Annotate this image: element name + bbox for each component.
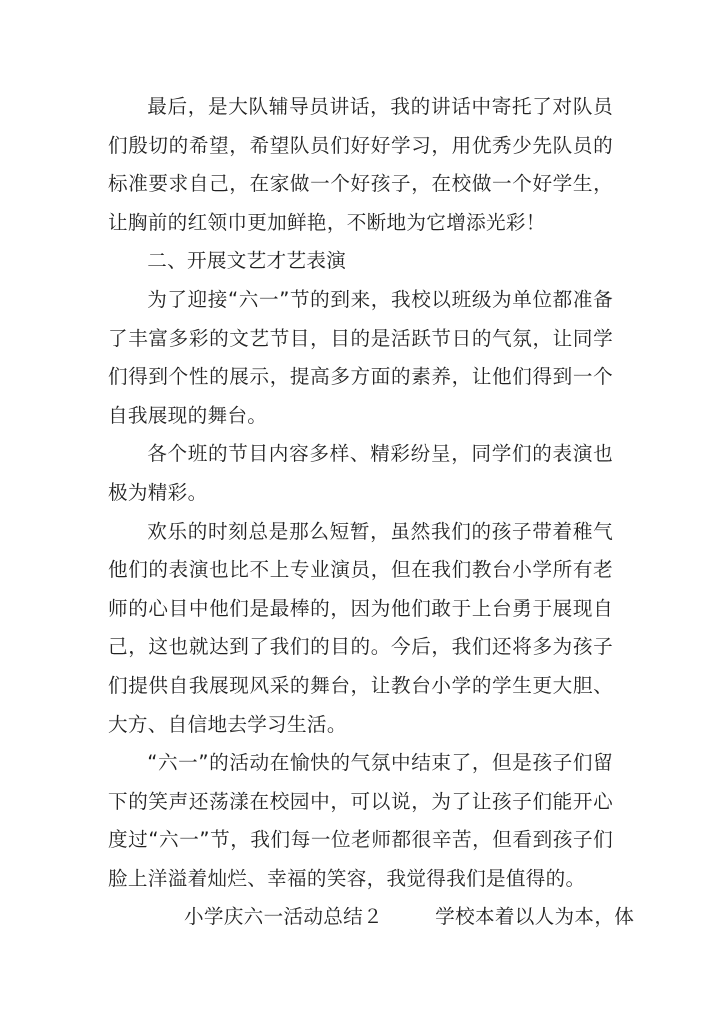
paragraph-conclusion: “六一”的活动在愉快的气氛中结束了，但是孩子们留下的笑声还荡漾在校园中，可以说，为了让孩子们能开心度过“六一”节，我们每一位老师都很辛苦，但看到孩子们脸上洋溢着灿烂、幸福的笑容，我觉得我们是值得的。 <box>108 751 613 890</box>
paragraph-preparation: 为了迎接“六一”节的到来，我校以班级为单位都准备了丰富多彩的文艺节目，目的是活跃节日的气氛，让同学们得到个性的展示，提高多方面的素养，让他们得到一个自我展现的舞台。 <box>108 287 613 427</box>
section-gap <box>383 905 435 928</box>
document-page <box>108 88 635 937</box>
next-section-title: 小学庆六一活动总结２ <box>184 905 383 929</box>
paragraph-closing-speech: 最后，是大队辅导员讲话，我的讲话中寄托了对队员们殷切的希望，希望队员们好好学习，用优秀少先队员的标准要求自己，在家做一个好孩子，在校做一个好学生，让胸前的红领巾更加鲜艳，不断地为它增添光彩！ <box>108 95 613 234</box>
paragraph-happy-moments: 欢乐的时刻总是那么短暂，虽然我们的孩子带着稚气他们的表演也比不上专业演员，但在我们教台小学所有老师的心目中他们是最棒的，因为他们敢于上台勇于展现自己，这也就达到了我们的目的。今后，我们还将多为孩子们提供自我展现风采的舞台，让教台小学的学生更大胆、大方、自信地去学习生活。 <box>108 519 613 736</box>
next-section-start: 学校本着以人为本，体 <box>435 905 635 929</box>
next-section-line <box>108 898 635 937</box>
section-heading-arts: 二、开展文艺才艺表演 <box>147 249 347 273</box>
paragraph-programs: 各个班的节目内容多样、精彩纷呈，同学们的表演也极为精彩。 <box>108 442 613 504</box>
